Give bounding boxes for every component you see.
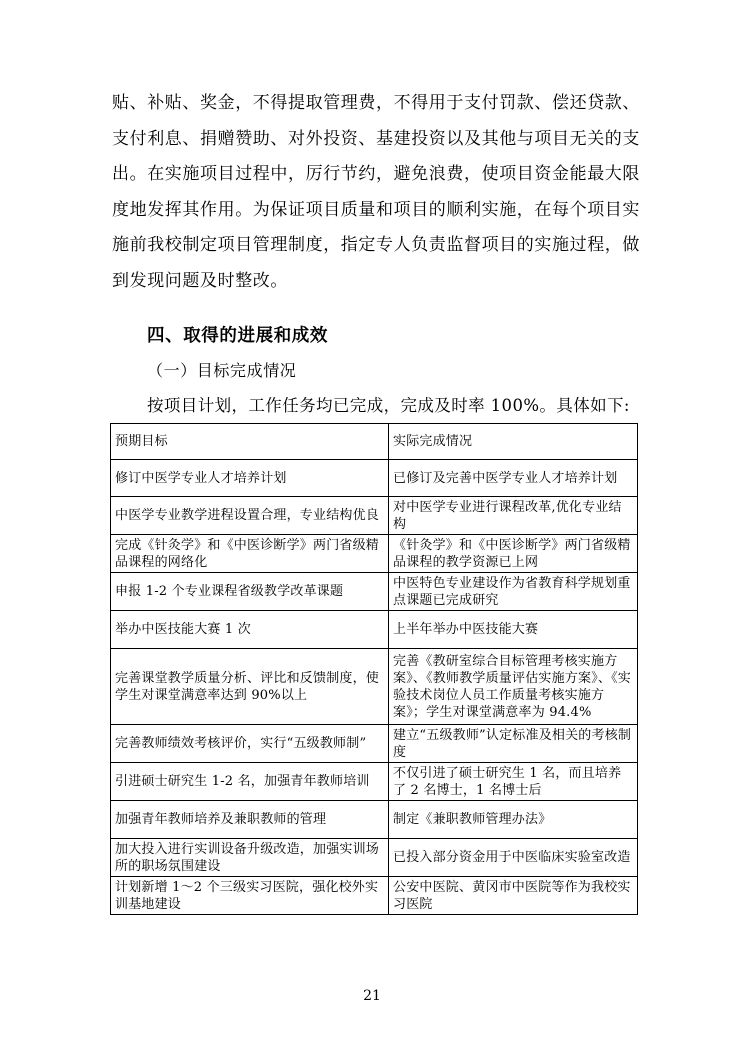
intro-text: 按项目计划，工作任务均已完成，完成及时率 100%。具体如下: (147, 396, 630, 415)
table-row (111, 839, 638, 877)
actual-result-cell: 对中医学专业进行课程改革,优化专业结构 (389, 497, 638, 535)
body-line: 到发现问题及时整改。 (112, 270, 288, 291)
page-number: 21 (363, 988, 381, 1004)
table-row (111, 460, 638, 497)
header-cell-actual: 实际完成情况 (389, 424, 638, 460)
section-heading: 四、取得的进展和成效 (147, 326, 328, 346)
body-line: 支付利息、捐赠赞助、对外投资、基建投资以及其他与项目无关的支 (112, 128, 640, 149)
body-line: 施前我校制定项目管理制度，指定专人负责监督项目的实施过程，做 (112, 235, 640, 255)
actual-result-cell: 建立“五级教师”认定标准及相关的考核制度 (389, 725, 638, 763)
expected-goal-cell: 加大投入进行实训设备升级改造，加强实训场所的职场氛围建设 (111, 839, 389, 877)
goals-table (110, 423, 638, 915)
header-cell-expected: 预期目标 (111, 424, 389, 460)
body-line: 出。在实施项目过程中，厉行节约，避免浪费，使项目资金能最大限 (112, 164, 640, 184)
expected-goal-cell: 修订中医学专业人才培养计划 (111, 460, 389, 497)
actual-result-cell: 完善《教研室综合目标管理考核实施方案》、《教师教学质量评估实施方案》、《实验技术岗位人员工作质量考核实施方案》；学生对课堂满意率为 94.4% (389, 649, 638, 725)
actual-result-cell: 已投入部分资金用于中医临床实验室改造 (389, 839, 638, 877)
actual-result-cell: 上半年举办中医技能大赛 (389, 611, 638, 649)
actual-result-cell: 《针灸学》和《中医诊断学》两门省级精品课程的教学资源已上网 (389, 535, 638, 573)
actual-result-cell: 中医特色专业建设作为省教育科学规划重点课题已完成研究 (389, 573, 638, 611)
expected-goal-cell: 计划新增 1～2 个三级实习医院，强化校外实训基地建设 (111, 877, 389, 915)
actual-result-cell: 公安中医院、黄冈市中医院等作为我校实习医院 (389, 877, 638, 915)
expected-goal-cell: 举办中医技能大赛 1 次 (111, 611, 389, 649)
actual-result-cell: 制定《兼职教师管理办法》 (389, 801, 638, 839)
expected-goal-cell: 完善教师绩效考核评价，实行“五级教师制” (111, 725, 389, 763)
expected-goal-cell: 完善课堂教学质量分析、评比和反馈制度，使学生对课堂满意率达到 90%以上 (111, 649, 389, 725)
table-header-row (111, 424, 638, 460)
expected-goal-cell: 完成《针灸学》和《中医诊断学》两门省级精品课程的网络化 (111, 535, 389, 573)
table-row (111, 535, 638, 573)
table-row (111, 801, 638, 839)
table-row (111, 649, 638, 725)
subsection-heading: （一）目标完成情况 (147, 361, 297, 380)
body-line: 贴、补贴、奖金，不得提取管理费，不得用于支付罚款、偿还贷款、 (112, 93, 640, 113)
body-paragraph (112, 86, 640, 299)
body-line: 度地发挥其作用。为保证项目质量和项目的顺利实施，在每个项目实 (112, 199, 640, 220)
actual-result-cell: 已修订及完善中医学专业人才培养计划 (389, 460, 638, 497)
table-row (111, 497, 638, 535)
expected-goal-cell: 申报 1-2 个专业课程省级教学改革课题 (111, 573, 389, 611)
table-row (111, 573, 638, 611)
table-row (111, 763, 638, 801)
expected-goal-cell: 引进硕士研究生 1-2 名，加强青年教师培训 (111, 763, 389, 801)
actual-result-cell: 不仅引进了硕士研究生 1 名，而且培养了 2 名博士，1 名博士后 (389, 763, 638, 801)
expected-goal-cell: 中医学专业教学进程设置合理，专业结构优良 (111, 497, 389, 535)
table-row (111, 611, 638, 649)
table-row (111, 877, 638, 915)
table-row (111, 725, 638, 763)
expected-goal-cell: 加强青年教师培养及兼职教师的管理 (111, 801, 389, 839)
